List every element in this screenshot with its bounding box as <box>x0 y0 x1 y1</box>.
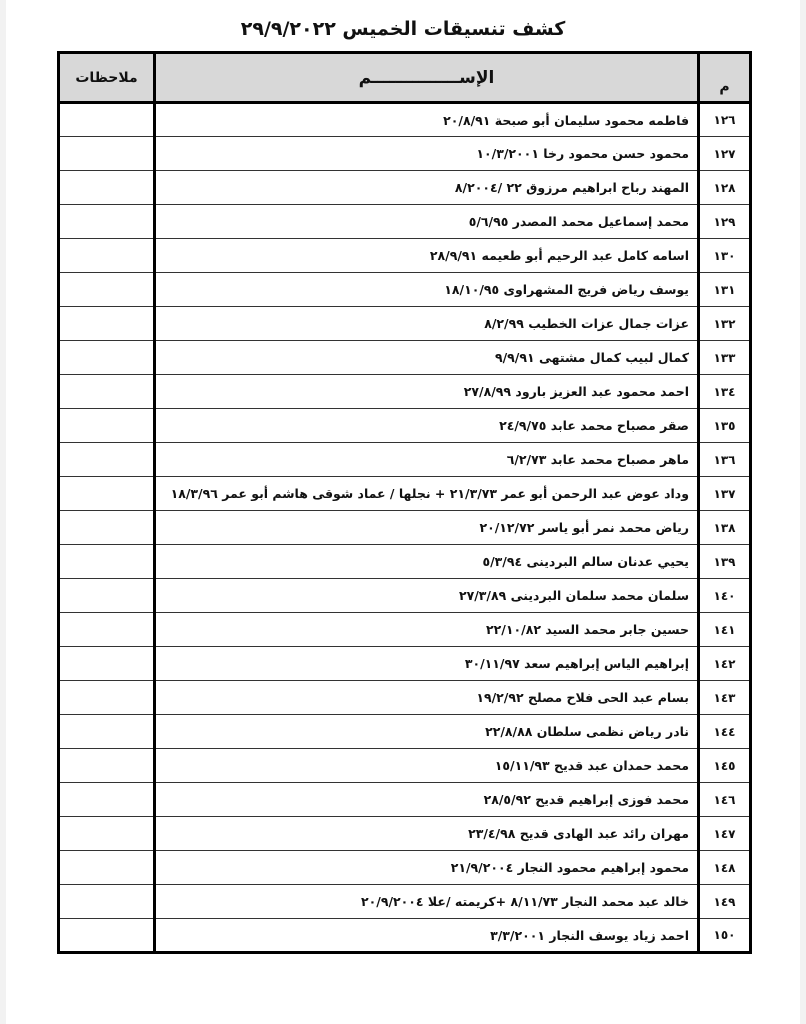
row-notes-cell <box>59 681 155 715</box>
table-row <box>59 647 751 681</box>
row-name-cell: يحيي عدنان سالم البردينى ٥/٣/٩٤ <box>155 545 699 579</box>
table-row <box>59 375 751 409</box>
coordination-table <box>57 51 752 954</box>
row-name-cell: رياض محمد نمر أبو ياسر ٢٠/١٢/٧٢ <box>155 511 699 545</box>
table-row <box>59 919 751 953</box>
table-row <box>59 239 751 273</box>
row-notes-cell <box>59 443 155 477</box>
row-notes-cell <box>59 103 155 137</box>
row-name-cell: وداد عوض عبد الرحمن أبو عمر ٢١/٣/٧٣ + نجلها / عماد شوقى هاشم أبو عمر ١٨/٣/٩٦ <box>155 477 699 511</box>
table-row <box>59 307 751 341</box>
row-notes-cell <box>59 545 155 579</box>
table-row <box>59 817 751 851</box>
row-name-cell: احمد زياد يوسف النجار ٣/٣/٢٠٠١ <box>155 919 699 953</box>
row-notes-cell <box>59 375 155 409</box>
header-number: م <box>699 53 751 103</box>
row-name-cell: كمال لبيب كمال مشتهى ٩/٩/٩١ <box>155 341 699 375</box>
row-number-cell: ١٤٢ <box>699 647 751 681</box>
table-row <box>59 613 751 647</box>
row-number-cell: ١٤٠ <box>699 579 751 613</box>
table-row <box>59 205 751 239</box>
row-name-cell: ماهر مصباح محمد عابد ٦/٢/٧٣ <box>155 443 699 477</box>
row-number-cell: ١٤٨ <box>699 851 751 885</box>
row-name-cell: محمد فوزى إبراهيم قديح ٢٨/٥/٩٢ <box>155 783 699 817</box>
row-name-cell: بسام عبد الحى فلاح مصلح ١٩/٢/٩٢ <box>155 681 699 715</box>
table-row <box>59 783 751 817</box>
table-row <box>59 409 751 443</box>
row-notes-cell <box>59 171 155 205</box>
row-name-cell: حسين جابر محمد السيد ٢٢/١٠/٨٢ <box>155 613 699 647</box>
row-number-cell: ١٤٣ <box>699 681 751 715</box>
row-number-cell: ١٤٧ <box>699 817 751 851</box>
table-row <box>59 511 751 545</box>
row-notes-cell <box>59 511 155 545</box>
row-name-cell: احمد محمود عبد العزيز بارود ٢٧/٨/٩٩ <box>155 375 699 409</box>
row-number-cell: ١٣٤ <box>699 375 751 409</box>
row-number-cell: ١٥٠ <box>699 919 751 953</box>
row-name-cell: خالد عبد محمد النجار ٨/١١/٧٣ +كريمته /علا ٢٠/٩/٢٠٠٤ <box>155 885 699 919</box>
row-name-cell: سلمان محمد سلمان البردينى ٢٧/٣/٨٩ <box>155 579 699 613</box>
table-row <box>59 579 751 613</box>
table-row <box>59 103 751 137</box>
row-notes-cell <box>59 273 155 307</box>
table-row <box>59 681 751 715</box>
row-name-cell: محمود إبراهيم محمود النجار ٢١/٩/٢٠٠٤ <box>155 851 699 885</box>
row-notes-cell <box>59 137 155 171</box>
row-notes-cell <box>59 613 155 647</box>
table-body <box>59 103 751 953</box>
row-name-cell: عزات جمال عزات الخطيب ٨/٢/٩٩ <box>155 307 699 341</box>
row-number-cell: ١٣١ <box>699 273 751 307</box>
row-number-cell: ١٣٥ <box>699 409 751 443</box>
row-name-cell: نادر رياض نظمى سلطان ٢٢/٨/٨٨ <box>155 715 699 749</box>
table-row <box>59 715 751 749</box>
table-row <box>59 273 751 307</box>
row-name-cell: يوسف رياض فريج المشهراوى ١٨/١٠/٩٥ <box>155 273 699 307</box>
row-notes-cell <box>59 783 155 817</box>
row-name-cell: فاطمه محمود سليمان أبو صبحة ٢٠/٨/٩١ <box>155 103 699 137</box>
header-notes: ملاحظات <box>59 53 155 103</box>
row-number-cell: ١٤١ <box>699 613 751 647</box>
header-name: الإســـــــــــــــم <box>155 53 699 103</box>
table-row <box>59 749 751 783</box>
table-row <box>59 341 751 375</box>
row-number-cell: ١٣٠ <box>699 239 751 273</box>
row-notes-cell <box>59 919 155 953</box>
row-number-cell: ١٤٥ <box>699 749 751 783</box>
row-name-cell: محمد حمدان عبد قديح ١٥/١١/٩٣ <box>155 749 699 783</box>
row-notes-cell <box>59 579 155 613</box>
row-notes-cell <box>59 749 155 783</box>
row-notes-cell <box>59 409 155 443</box>
table-row <box>59 443 751 477</box>
row-number-cell: ١٤٩ <box>699 885 751 919</box>
table-row <box>59 545 751 579</box>
row-name-cell: إبراهيم الياس إبراهيم سعد ٣٠/١١/٩٧ <box>155 647 699 681</box>
row-notes-cell <box>59 647 155 681</box>
row-number-cell: ١٣٦ <box>699 443 751 477</box>
row-number-cell: ١٣٨ <box>699 511 751 545</box>
row-name-cell: اسامه كامل عبد الرحيم أبو طعيمه ٢٨/٩/٩١ <box>155 239 699 273</box>
row-notes-cell <box>59 205 155 239</box>
row-number-cell: ١٢٩ <box>699 205 751 239</box>
row-notes-cell <box>59 851 155 885</box>
row-number-cell: ١٣٢ <box>699 307 751 341</box>
row-notes-cell <box>59 307 155 341</box>
row-number-cell: ١٣٩ <box>699 545 751 579</box>
row-name-cell: صقر مصباح محمد عابد ٢٤/٩/٧٥ <box>155 409 699 443</box>
row-number-cell: ١٣٧ <box>699 477 751 511</box>
row-number-cell: ١٤٦ <box>699 783 751 817</box>
row-name-cell: المهند رباح ابراهيم مرزوق ٢٢ /٨/٢٠٠٤ <box>155 171 699 205</box>
row-number-cell: ١٢٧ <box>699 137 751 171</box>
row-number-cell: ١٣٣ <box>699 341 751 375</box>
row-number-cell: ١٢٦ <box>699 103 751 137</box>
table-row <box>59 477 751 511</box>
document-title: كشف تنسيقات الخميس ٢٩/٩/٢٠٢٢ <box>240 18 566 40</box>
table-header <box>59 53 751 103</box>
row-number-cell: ١٢٨ <box>699 171 751 205</box>
row-notes-cell <box>59 341 155 375</box>
row-notes-cell <box>59 239 155 273</box>
row-name-cell: محمود حسن محمود رخا ١٠/٣/٢٠٠١ <box>155 137 699 171</box>
table-row <box>59 851 751 885</box>
row-notes-cell <box>59 477 155 511</box>
row-notes-cell <box>59 715 155 749</box>
row-number-cell: ١٤٤ <box>699 715 751 749</box>
row-notes-cell <box>59 885 155 919</box>
table-row <box>59 171 751 205</box>
row-notes-cell <box>59 817 155 851</box>
row-name-cell: محمد إسماعيل محمد المصدر ٥/٦/٩٥ <box>155 205 699 239</box>
table-row <box>59 137 751 171</box>
table-row <box>59 885 751 919</box>
row-name-cell: مهران رائد عبد الهادى قديح ٢٣/٤/٩٨ <box>155 817 699 851</box>
